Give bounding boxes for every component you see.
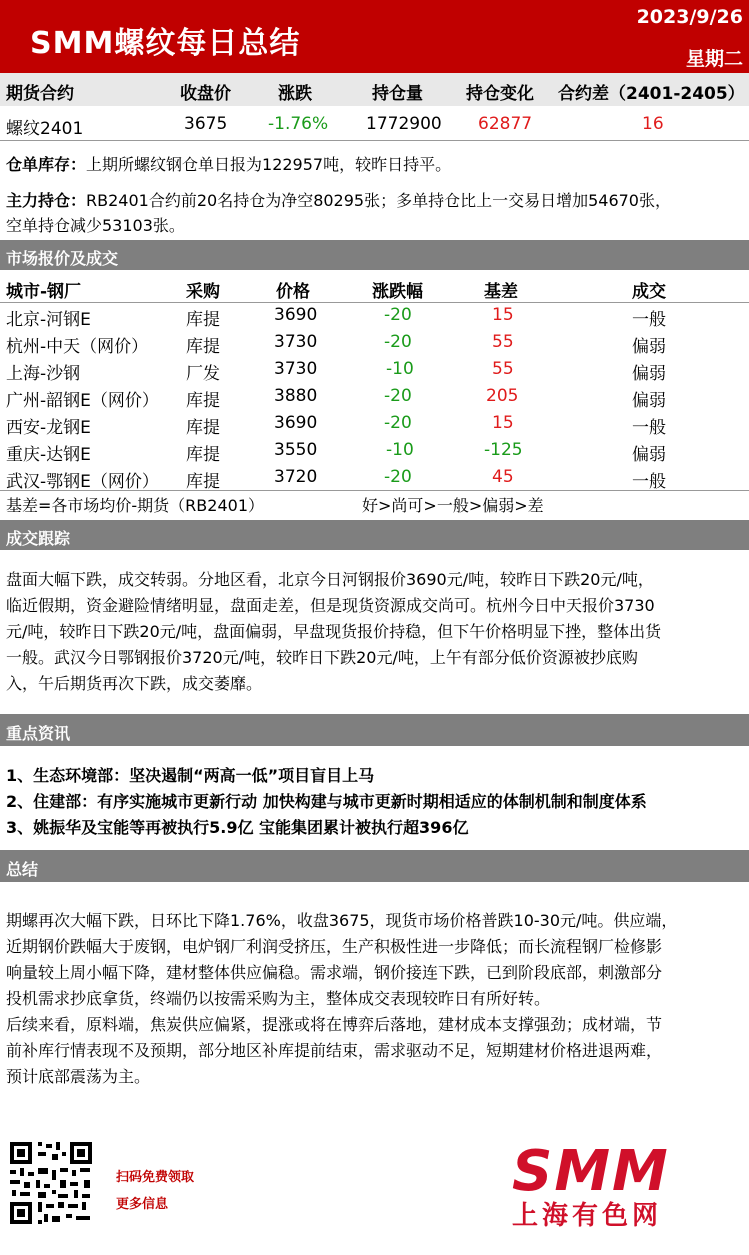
divider — [0, 490, 749, 491]
qr-code[interactable] — [8, 1140, 94, 1226]
table-row — [0, 438, 749, 465]
col-spread: 合约差（2401-2405） — [558, 84, 745, 104]
price: 3730 — [274, 332, 318, 352]
scan-text: 扫码免费领取 — [116, 1170, 195, 1185]
basis: -125 — [484, 440, 523, 460]
purchase-type: 库提 — [186, 472, 220, 492]
purchase-type: 库提 — [186, 310, 220, 330]
col-oi: 持仓量 — [372, 84, 423, 104]
contract-name: 螺纹2401 — [6, 119, 84, 139]
purchase-type: 库提 — [186, 391, 220, 411]
city-mill: 上海-沙钢 — [6, 364, 81, 384]
col-contract: 期货合约 — [6, 84, 74, 104]
spread-value: 16 — [642, 114, 664, 134]
city-mill: 北京-河钢E — [6, 310, 91, 330]
smm-logo — [512, 1139, 712, 1231]
col-oi-change: 持仓变化 — [466, 84, 534, 104]
market-table-header — [0, 271, 749, 303]
futures-table-row — [0, 108, 749, 141]
section-title-trade: 成交跟踪 — [6, 529, 71, 548]
section-title-summary: 总结 — [6, 860, 39, 879]
basis: 205 — [486, 386, 519, 406]
table-row — [0, 411, 749, 438]
change: -20 — [384, 386, 412, 406]
deal-status: 一般 — [632, 310, 666, 330]
col-deal: 成交 — [632, 282, 666, 302]
change-pct: -1.76% — [268, 114, 329, 134]
price: 3690 — [274, 413, 318, 433]
report-date: 2023/9/26 — [636, 6, 743, 28]
warehouse-line — [6, 152, 451, 175]
change: -20 — [384, 413, 412, 433]
col-change: 涨跌 — [278, 84, 312, 104]
deal-status: 一般 — [632, 418, 666, 438]
purchase-type: 库提 — [186, 337, 220, 357]
city-mill: 武汉-鄂钢E（网价） — [6, 472, 159, 492]
oi-change: 62877 — [478, 114, 533, 134]
table-row — [0, 465, 749, 492]
position-text-1: RB2401合约前20名持仓为净空80295张；多单持仓比上一交易日增加54670张， — [86, 191, 671, 210]
futures-table-header — [0, 73, 749, 106]
trade-line: 元/吨，较昨日下跌20元/吨，盘面偏弱，早盘现货报价持稳，但下午价格明显下挫，整体出货 — [6, 622, 662, 641]
warehouse-label: 仓单库存： — [6, 155, 87, 174]
basis: 15 — [492, 413, 514, 433]
section-title-market: 市场报价及成交 — [6, 249, 119, 268]
trade-line: 盘面大幅下跌，成交转弱。分地区看，北京今日河钢报价3690元/吨，较昨日下跌20元/吨， — [6, 570, 654, 589]
logo-text: SMM — [512, 1139, 670, 1204]
report-weekday: 星期二 — [685, 48, 743, 70]
summary-line: 期螺再次大幅下跌，日环比下降1.76%，收盘3675，现货市场价格普跌10-30元/吨。供应端， — [6, 911, 678, 930]
trade-line: 一般。武汉今日鄂钢报价3720元/吨，较昨日下跌20元/吨，上午有部分低价资源被抄底购 — [6, 648, 638, 667]
summary-line: 前补库行情表现不及预期，部分地区补库提前结束，需求驱动不足，短期建材价格进退两难， — [6, 1041, 663, 1060]
price: 3880 — [274, 386, 318, 406]
city-mill: 重庆-达钢E — [6, 445, 91, 465]
open-interest: 1772900 — [366, 114, 442, 134]
col-change-range: 涨跌幅 — [372, 282, 423, 302]
basis: 45 — [492, 467, 514, 487]
purchase-type: 库提 — [186, 418, 220, 438]
change: -10 — [386, 359, 414, 379]
deal-status: 偏弱 — [632, 364, 666, 384]
deal-status: 一般 — [632, 472, 666, 492]
change: -20 — [384, 467, 412, 487]
more-info-text: 更多信息 — [116, 1197, 169, 1212]
section-bar-market — [0, 240, 749, 270]
col-close: 收盘价 — [180, 84, 231, 104]
table-row — [0, 330, 749, 357]
deal-scale-note: 好>尚可>一般>偏弱>差 — [362, 496, 544, 515]
city-mill: 杭州-中天（网价） — [6, 337, 149, 357]
table-row — [0, 303, 749, 330]
purchase-type: 库提 — [186, 445, 220, 465]
change: -10 — [386, 440, 414, 460]
col-city: 城市-钢厂 — [6, 282, 82, 302]
table-row — [0, 357, 749, 384]
deal-status: 偏弱 — [632, 337, 666, 357]
position-label: 主力持仓： — [6, 191, 87, 210]
close-price: 3675 — [184, 114, 228, 134]
trade-line: 临近假期，资金避险情绪明显，盘面走差，但是现货资源成交尚可。杭州今日中天报价3730 — [6, 596, 655, 615]
change: -20 — [384, 332, 412, 352]
summary-line: 投机需求抄底拿货，终端仍以按需采购为主，整体成交表现较昨日有所好转。 — [6, 989, 551, 1008]
news-item: 2、住建部：有序实施城市更新行动 加快构建与城市更新时期相适应的体制机制和制度体系 — [6, 792, 647, 811]
page-title: SMM螺纹每日总结 — [30, 26, 301, 61]
logo-cn-text: 上海有色网 — [512, 1201, 663, 1231]
section-bar-trade — [0, 520, 749, 550]
city-mill: 西安-龙钢E — [6, 418, 91, 438]
table-row — [0, 384, 749, 411]
col-price: 价格 — [276, 282, 310, 302]
purchase-type: 厂发 — [186, 364, 220, 384]
price: 3730 — [274, 359, 318, 379]
basis: 55 — [492, 359, 514, 379]
basis: 55 — [492, 332, 514, 352]
trade-paragraph — [6, 567, 744, 697]
section-title-news: 重点资讯 — [6, 724, 71, 743]
news-item: 3、姚振华及宝能等再被执行5.9亿 宝能集团累计被执行超396亿 — [6, 818, 469, 837]
trade-line: 入，午后期货再次下跌，成交萎靡。 — [6, 674, 263, 693]
news-item: 1、生态环境部：坚决遏制“两高一低”项目盲目上马 — [6, 766, 375, 785]
summary-line: 预计底部震荡为主。 — [6, 1067, 151, 1086]
summary-line: 响量较上周小幅下降，建材整体供应偏稳。需求端，钢价接连下跌，已到阶段底部，刺激部分 — [6, 963, 663, 982]
position-line-1 — [6, 188, 671, 211]
price: 3720 — [274, 467, 318, 487]
col-purchase: 采购 — [186, 282, 220, 302]
deal-status: 偏弱 — [632, 391, 666, 411]
summary-line: 后续来看，原料端，焦炭供应偏紧，提涨或将在博弈后落地，建材成本支撑强劲；成材端，节 — [6, 1015, 663, 1034]
city-mill: 广州-韶钢E（网价） — [6, 391, 159, 411]
section-bar-summary — [0, 850, 749, 882]
change: -20 — [384, 305, 412, 325]
section-bar-news — [0, 714, 749, 746]
basis-note: 基差=各市场均价-期货（RB2401） — [6, 496, 264, 515]
summary-paragraph — [6, 908, 744, 1090]
price: 3550 — [274, 440, 318, 460]
warehouse-text: 上期所螺纹钢仓单日报为122957吨，较昨日持平。 — [86, 155, 452, 174]
deal-status: 偏弱 — [632, 445, 666, 465]
col-basis: 基差 — [484, 282, 518, 302]
price: 3690 — [274, 305, 318, 325]
header-banner — [0, 0, 749, 73]
summary-line: 近期钢价跌幅大于废钢，电炉钢厂利润受挤压，生产积极性进一步降低；而长流程钢厂检修影 — [6, 937, 663, 956]
position-line-2: 空单持仓减少53103张。 — [6, 216, 185, 235]
basis: 15 — [492, 305, 514, 325]
